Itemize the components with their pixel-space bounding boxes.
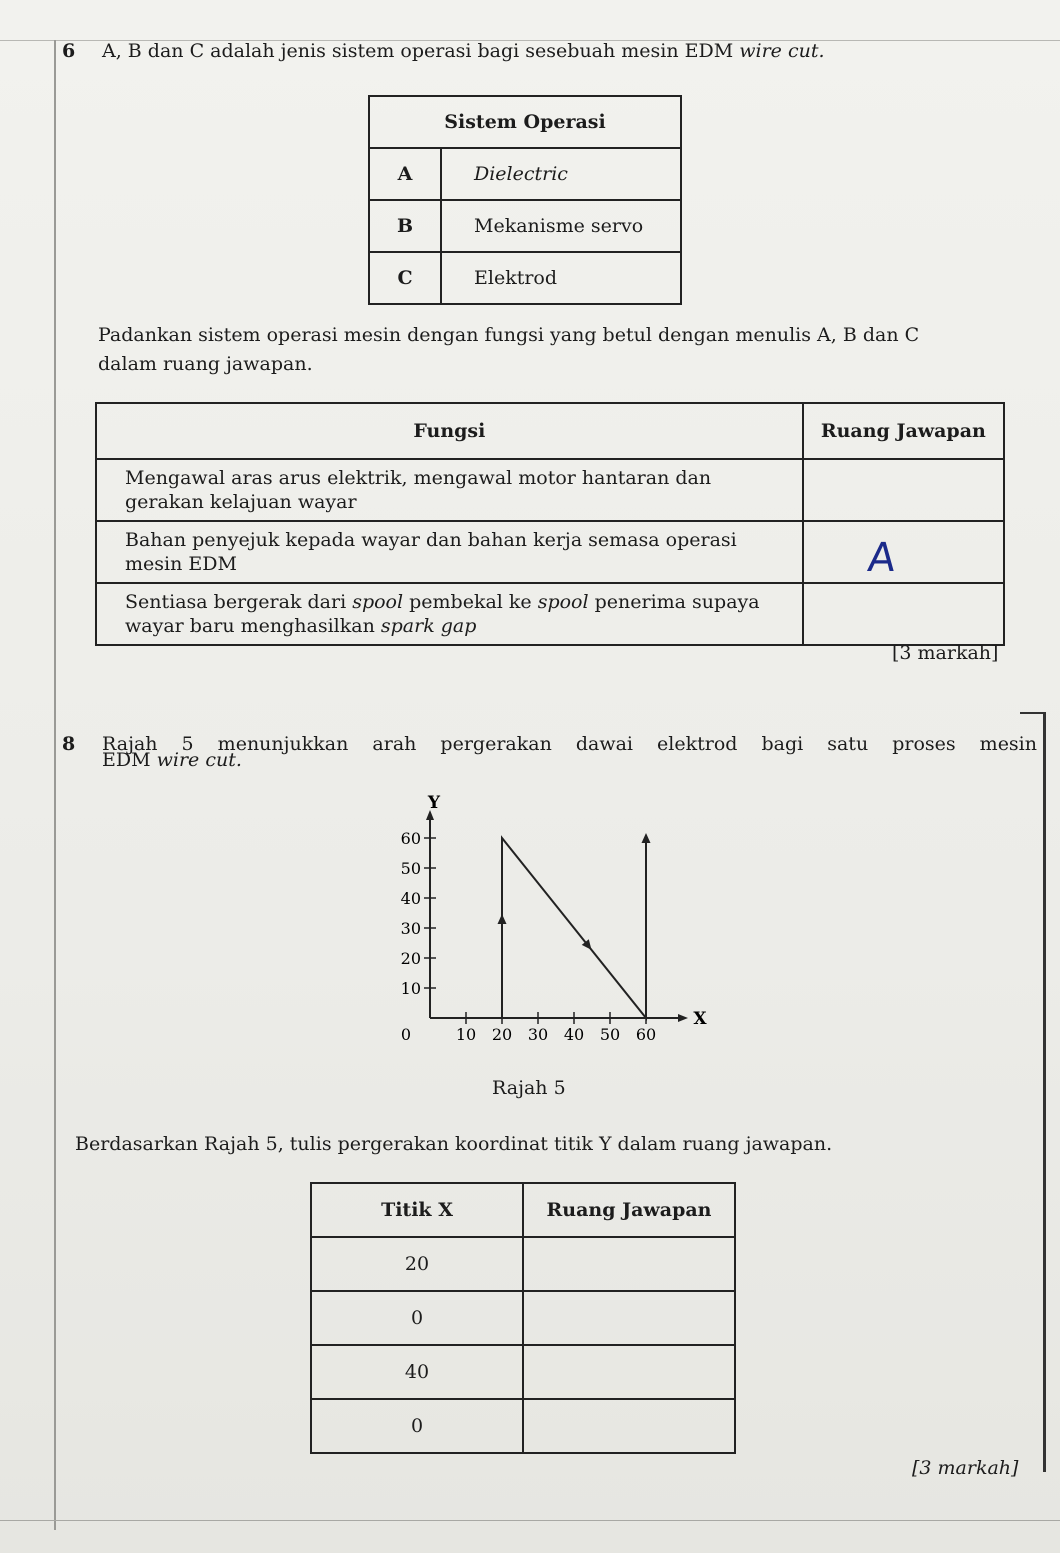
- margin-line: [54, 40, 56, 1530]
- x-tick-label-0: 0: [400, 1025, 412, 1044]
- q8-intro-line1: Rajah 5 menunjukkan arah pergerakan dawai elektrod bagi satu proses mesin: [102, 733, 1037, 755]
- y-axis-label: Y: [427, 793, 441, 813]
- point-answer-3[interactable]: [523, 1345, 735, 1399]
- x-tick-label-50: 50: [599, 1025, 621, 1044]
- x-tick-label-30: 30: [527, 1025, 549, 1044]
- point-table: [310, 1182, 736, 1454]
- function-table: [95, 402, 1005, 646]
- figure-caption: Rajah 5: [492, 1077, 566, 1099]
- point-answer-4[interactable]: [523, 1399, 735, 1453]
- q6-number: 6: [62, 40, 76, 62]
- system-key-b: B: [369, 200, 441, 252]
- electrode-path: [502, 838, 646, 1018]
- right-bracket-tick: [1020, 712, 1044, 714]
- y-tick-label-30: 30: [400, 919, 421, 938]
- point-col-header: Titik X: [311, 1183, 523, 1237]
- answer-cell-2[interactable]: [803, 521, 1004, 583]
- y-tick-label-50: 50: [400, 859, 421, 878]
- x-axis-arrow: [678, 1014, 688, 1022]
- bottom-rule: [0, 1520, 1060, 1521]
- q6-instruction-line1: Padankan sistem operasi mesin dengan fungsi yang betul dengan menulis A, B dan C: [98, 324, 920, 346]
- system-table: [368, 95, 682, 305]
- q8-question: Berdasarkan Rajah 5, tulis pergerakan koordinat titik Y dalam ruang jawapan.: [75, 1133, 833, 1155]
- q8-intro-line2b: EDM wire cut.: [102, 749, 242, 771]
- right-bracket-bar: [1043, 712, 1046, 1472]
- point-x-2: 0: [311, 1291, 523, 1345]
- answer-cell-3[interactable]: [803, 583, 1004, 645]
- function-col-header: Fungsi: [96, 403, 803, 459]
- q6-intro: A, B dan C adalah jenis sistem operasi bagi sesebuah mesin EDM wire cut.: [102, 40, 825, 62]
- y-tick-label-20: 20: [400, 949, 421, 968]
- path-arrow-1: [498, 914, 507, 924]
- point-x-1: 20: [311, 1237, 523, 1291]
- y-tick-label-10: 10: [400, 979, 421, 998]
- path-arrow-3: [642, 833, 651, 843]
- system-key-a: A: [369, 148, 441, 200]
- function-row-3: Sentiasa bergerak dari spool pembekal ke spool penerima supaya wayar baru menghasilkan spark gap: [96, 583, 803, 645]
- point-answer-header: Ruang Jawapan: [523, 1183, 735, 1237]
- x-tick-label-10: 10: [455, 1025, 477, 1044]
- x-tick-label-60: 60: [635, 1025, 657, 1044]
- point-answer-2[interactable]: [523, 1291, 735, 1345]
- q8-marks: [3 markah]: [912, 1457, 1019, 1479]
- point-x-4: 0: [311, 1399, 523, 1453]
- q8-number: 8: [62, 733, 76, 755]
- system-value-c: Elektrod: [441, 252, 681, 304]
- q6-instruction-line2: dalam ruang jawapan.: [98, 353, 313, 375]
- function-row-1: Mengawal aras arus elektrik, mengawal motor hantaran dan gerakan kelajuan wayar: [96, 459, 803, 521]
- x-tick-label-40: 40: [563, 1025, 585, 1044]
- point-x-3: 40: [311, 1345, 523, 1399]
- point-answer-1[interactable]: [523, 1237, 735, 1291]
- y-tick-label-60: 60: [400, 829, 421, 848]
- y-tick-label-40: 40: [400, 889, 421, 908]
- system-value-b: Mekanisme servo: [441, 200, 681, 252]
- rajah5-chart: [380, 790, 720, 1060]
- answer-col-header: Ruang Jawapan: [803, 403, 1004, 459]
- answer-cell-1[interactable]: [803, 459, 1004, 521]
- system-table-header: Sistem Operasi: [369, 96, 681, 148]
- system-value-a: Dielectric: [441, 148, 681, 200]
- system-key-c: C: [369, 252, 441, 304]
- handwritten-answer: A: [865, 535, 898, 581]
- q6-marks: [3 markah]: [892, 642, 999, 664]
- x-tick-label-20: 20: [491, 1025, 513, 1044]
- function-row-2: Bahan penyejuk kepada wayar dan bahan kerja semasa operasi mesin EDM: [96, 521, 803, 583]
- x-axis-label: X: [693, 1009, 707, 1029]
